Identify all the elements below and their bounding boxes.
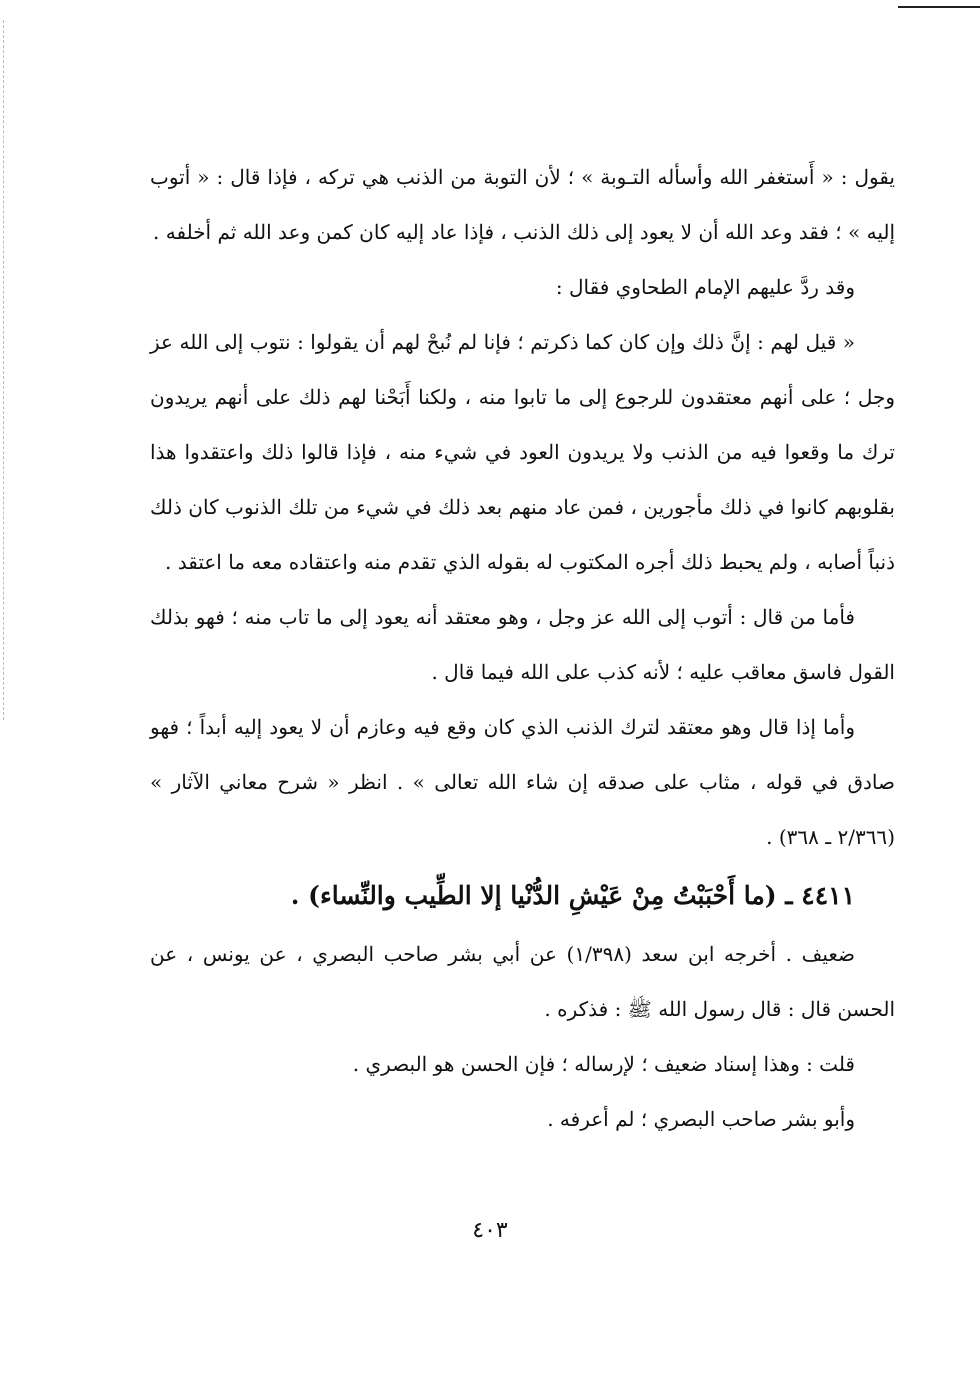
page-body [150,150,895,1147]
paragraph-5: وأما إذا قال وهو معتقد لترك الذنب الذي كان وقع فيه وعازم أن لا يعود إليه أبداً ؛ فهو صادق في قوله ، مثاب على صدقه إن شاء الله تعالى » . انظر « شرح معاني الآثار » (٢/٣٦٦ ـ ٣٦٨) . [150,715,895,849]
paragraph-8: قلت : وهذا إسناد ضعيف ؛ لإرساله ؛ فإن الحسن هو البصري . [352,1052,855,1076]
paragraph-7: ضعيف . أخرجه ابن سعد (١/٣٩٨) عن أبي بشر صاحب البصري ، عن يونس ، عن الحسن قال : قال رسول الله ﷺ : فذكره . [150,942,895,1021]
page-number: ٤٠٣ [472,1218,508,1243]
paragraph-1: يقول : « أَستغفر الله وأسأله التـوبة » ؛ لأن التوبة من الذنب هي تركه ، فإذا قال : « أتوب إليه » ؛ فقد وعد الله أن لا يعود إلى ذلك الذنب ، فإذا عاد إليه كان كمن وعد الله ثم أخلفه . [150,165,895,244]
hadith-heading: ٤٤١١ ـ (ما أَحْبَبْتُ مِنْ عَيْشِ الدُّنْيا إلا الطِّيب والنِّساء) . [290,881,855,910]
paragraph-2: وقد ردَّ عليهم الإمام الطحاوي فقال : [555,275,855,299]
quote-paragraph: « قيل لهم : إنَّ ذلك وإن كان كما ذكرتم ؛ فإنا لم نُبحْ لهم أن يقولوا : نتوب إلى الله عز وجل ؛ على أنهم معتقدون للرجوع إلى ما تابوا منه ، ولكنا أَبَحْنا لهم ذلك على أنهم يريدون ترك ما وقعوا فيه من الذنب ولا يريدون العود في شيء منه ، فإذا قالوا ذلك واعتقدوا هذا بقلوبهم كانوا في ذلك مأجورين ، فمن عاد منهم بعد ذلك في شيء من تلك الذنوب كان ذلك ذنباً أصابه ، ولم يحبط ذلك أجره المكتوب له بقوله الذي تقدم منه واعتقاده معه ما اعتقد . [150,330,895,574]
paragraph-9: وأبو بشر صاحب البصري ؛ لم أعرفه . [547,1107,855,1131]
paragraph-4: فأما من قال : أتوب إلى الله عز وجل ، وهو معتقد أنه يعود إلى ما تاب منه ؛ فهو بذلك القول فاسق معاقب عليه ؛ لأنه كذب على الله فيما قال . [150,605,895,684]
scan-edge [3,20,5,720]
top-rule [898,6,980,8]
